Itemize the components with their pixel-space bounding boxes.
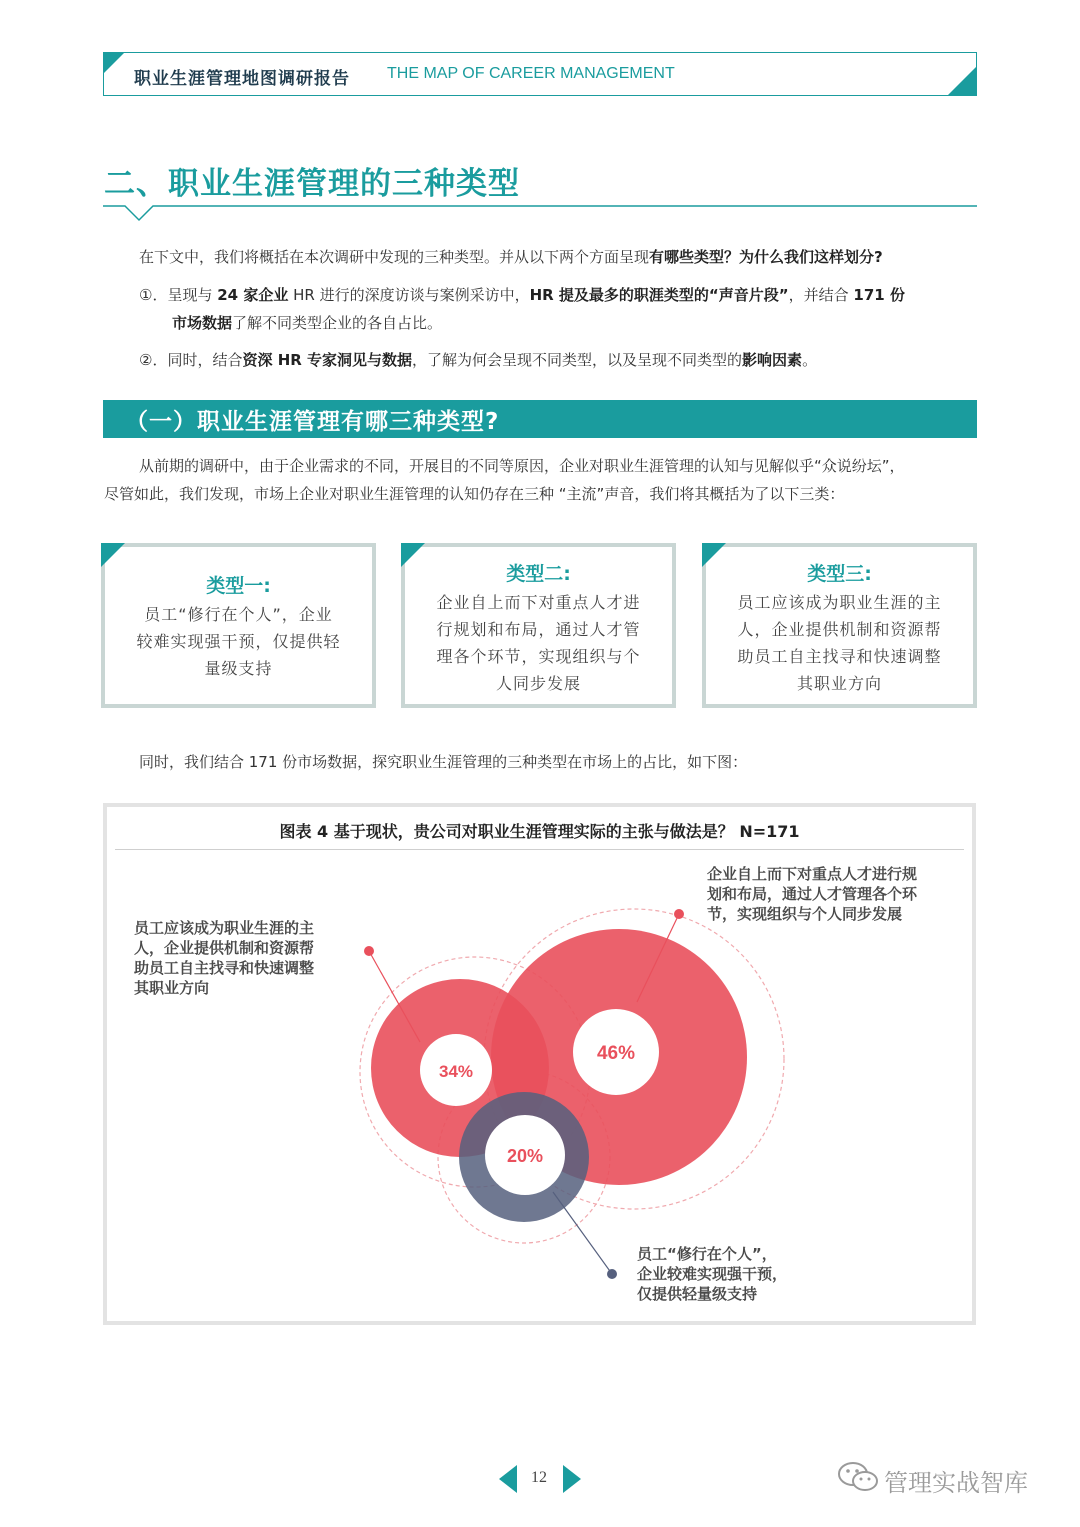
type-card-1 bbox=[101, 543, 376, 708]
header-title-cn: 职业生涯管理地图调研报告 bbox=[134, 69, 350, 89]
type-card-title: 类型一: bbox=[206, 575, 271, 597]
value-label-20: 20% bbox=[506, 1146, 544, 1166]
type-card-body: 员工应该成为职业生涯的主 人，企业提供机制和资源帮 助员工自主找寻和快速调整 其职业方向 bbox=[737, 593, 942, 693]
report-header bbox=[103, 52, 977, 96]
annotation-right: 企业自上而下对重点人才进行规 划和布局，通过人才管理各个环 节，实现组织与个人同步发展 bbox=[707, 865, 918, 923]
type-card-title: 类型三: bbox=[807, 563, 872, 585]
chart-frame bbox=[103, 803, 976, 1325]
chart-title: 图表 4 基于现状，贵公司对职业生涯管理实际的主张与做法是？ N=171 bbox=[279, 822, 800, 841]
intro-line: 在下文中，我们将概括在本次调研中发现的三种类型。并从以下两个方面呈现有哪些类型？为什么我们这样划分? bbox=[139, 248, 883, 266]
leader-dot bbox=[364, 946, 374, 956]
header-title-en: THE MAP OF CAREER MANAGEMENT bbox=[387, 65, 675, 82]
type-card-3 bbox=[702, 543, 977, 708]
leader-line bbox=[553, 1192, 612, 1274]
leader-dot bbox=[674, 909, 684, 919]
subsection-title: （一）职业生涯管理有哪三种类型? bbox=[125, 409, 500, 435]
watermark-text: 管理实战智库 bbox=[884, 1469, 1028, 1497]
type-card-body: 员工“修行在个人”，企业 较难实现强干预，仅提供轻 量级支持 bbox=[136, 605, 341, 678]
intro-item-2: ②．同时，结合资深 HR 专家洞见与数据，了解为何会呈现不同类型，以及呈现不同类型的影响因素。 bbox=[139, 351, 818, 369]
section-title: 二、职业生涯管理的三种类型 bbox=[104, 166, 520, 202]
wechat-icon bbox=[836, 1460, 882, 1494]
chart-intro: 同时，我们结合 171 份市场数据，探究职业生涯管理的三种类型在市场上的占比，如下图： bbox=[139, 753, 748, 771]
annotation-bottom: 员工“修行在个人”， 企业较难实现强干预， 仅提供轻量级支持 bbox=[637, 1245, 788, 1303]
subsection-bar bbox=[103, 400, 977, 438]
value-label-34: 34% bbox=[438, 1062, 474, 1081]
header-corner-decoration bbox=[103, 52, 125, 74]
annotation-left: 员工应该成为职业生涯的主 人，企业提供机制和资源帮 助员工自主找寻和快速调整 其职业方向 bbox=[134, 919, 315, 997]
type-card-title: 类型二: bbox=[506, 563, 571, 585]
body-paragraph-line: 尽管如此，我们发现，市场上企业对职业生涯管理的认知仍存在三种 “主流”声音，我们将其概括为了以下三类： bbox=[104, 485, 845, 503]
value-label-46: 46% bbox=[596, 1043, 636, 1064]
body-paragraph-line: 从前期的调研中，由于企业需求的不同，开展目的不同等原因，企业对职业生涯管理的认知与见解似乎“众说纷坛”， bbox=[139, 457, 905, 475]
intro-item-1: ①．呈现与 24 家企业 HR 进行的深度访谈与案例采访中，HR 提及最多的职涯类型的“声音片段”，并结合 171 份 bbox=[139, 286, 905, 304]
type-card-body: 企业自上而下对重点人才进 行规划和布局，通过人才管 理各个环节，实现组织与个 人同步发展 bbox=[436, 593, 641, 693]
section-divider bbox=[103, 204, 977, 224]
type-card-2 bbox=[401, 543, 676, 708]
next-page-arrow-icon[interactable] bbox=[563, 1465, 581, 1493]
page-number: 12 bbox=[531, 1469, 547, 1486]
intro-item-1-cont: 市场数据了解不同类型企业的各自占比。 bbox=[172, 314, 443, 332]
leader-dot bbox=[607, 1269, 617, 1279]
header-corner-decoration bbox=[947, 66, 977, 96]
previous-page-arrow-icon[interactable] bbox=[499, 1465, 517, 1493]
card-corner-decoration bbox=[101, 543, 125, 567]
